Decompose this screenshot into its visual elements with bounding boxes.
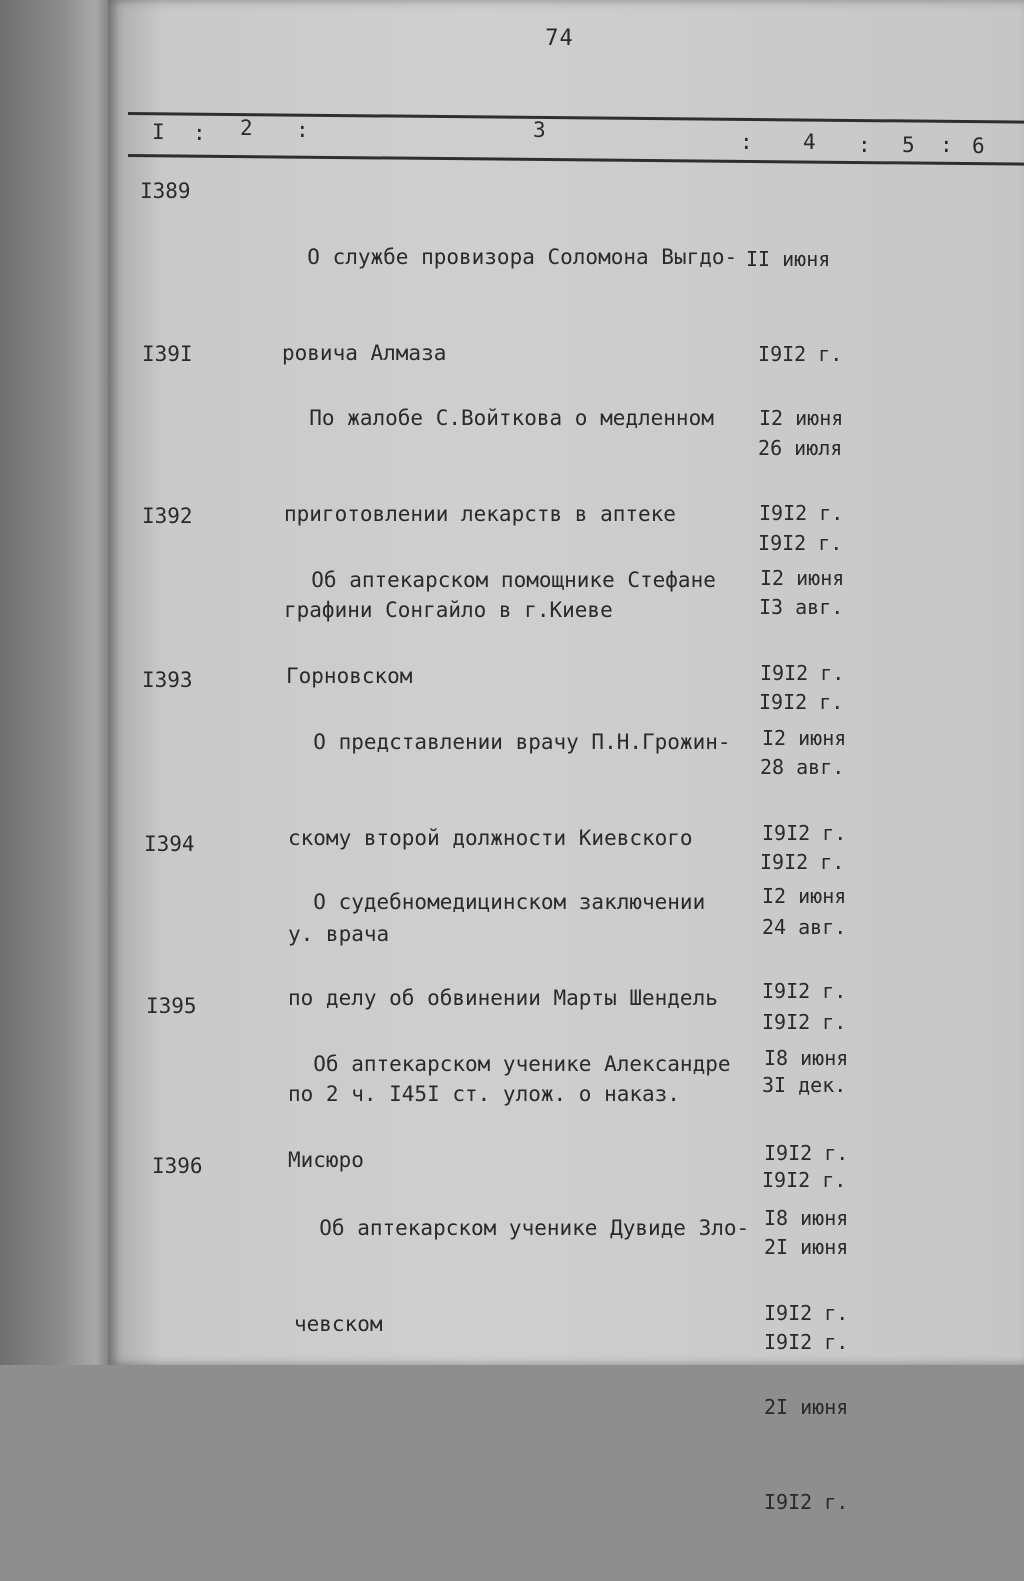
record-date-start: I2 июня — [759, 406, 844, 430]
record-date-end-year: I9I2 г. — [764, 1489, 849, 1514]
column-header-3: 3 — [533, 118, 546, 142]
record-title-line: О судебномедицинском заключении — [288, 890, 706, 914]
record-date-start-year: I9I2 г. — [762, 820, 847, 845]
record-date-start: I2 июня — [762, 884, 847, 908]
record-date-end-year: I9I2 г. — [764, 1329, 849, 1354]
record-date-start-year: I9I2 г. — [762, 978, 847, 1003]
column-separator: : — [940, 133, 953, 157]
record-number: I393 — [142, 668, 193, 692]
record-date-end: 24 авг. — [762, 915, 847, 939]
record-date-end: I3 авг. — [759, 595, 844, 619]
record-title-line: по делу об обвинении Марты Шендель — [288, 986, 718, 1010]
record-title-line: приготовлении лекарств в аптеке — [284, 502, 676, 526]
record-date-start-year: I9I2 г. — [746, 341, 843, 366]
record-date-start: I8 июня — [764, 1046, 849, 1070]
column-separator: : — [858, 133, 871, 157]
record-number: I395 — [146, 994, 197, 1018]
column-header-1: I — [152, 120, 165, 144]
column-separator: : — [193, 121, 206, 145]
record-date-start: II июня — [746, 247, 831, 271]
record-title-line: О службе провизора Соломона Выгдо- — [282, 245, 738, 269]
record-date-end: 28 авг. — [760, 755, 845, 779]
column-separator: : — [296, 118, 309, 142]
record-number: I392 — [142, 504, 193, 528]
record-title-line: По жалобе С.Войткова о медленном — [284, 406, 714, 430]
record-title-line: по 2 ч. I45I ст. улож. о наказ. — [288, 1082, 680, 1106]
record-date-end: 2I июня — [764, 1395, 849, 1419]
column-header-5: 5 — [902, 133, 915, 157]
record-date-end-year: I9I2 г. — [762, 1167, 847, 1192]
record-title-line: чевском — [294, 1312, 383, 1336]
column-header-6: 6 — [972, 134, 985, 158]
record-dates — [764, 1140, 848, 1581]
record-title — [294, 1148, 752, 1404]
record-title-line: ровича Алмаза — [282, 341, 447, 365]
record-date-start: I2 июня — [760, 566, 845, 590]
record-date-end-year: I9I2 г. — [762, 1009, 847, 1034]
page-number: 74 — [545, 26, 574, 51]
record-title-line: Горновском — [286, 664, 413, 688]
record-title-line: О представлении врачу П.Н.Грожин- — [288, 730, 731, 754]
record-title-line: Об аптекарском помощнике Стефане — [286, 568, 716, 592]
record-title-line: скому второй должности Киевского — [288, 826, 693, 850]
record-date-start-year: I9I2 г. — [759, 500, 844, 525]
record-date-start-year: I9I2 г. — [764, 1140, 849, 1165]
record-title-line: графини Сонгайло в г.Киеве — [284, 598, 613, 622]
record-number: I394 — [144, 832, 195, 856]
record-date-end: 26 июля — [746, 436, 843, 460]
record-number: I396 — [152, 1154, 203, 1178]
record-date-start: I8 июня — [764, 1206, 849, 1230]
record-title-line: Об аптекарском ученике Дувиде Зло- — [294, 1216, 750, 1240]
record-title-line: Об аптекарском ученике Александре — [288, 1052, 731, 1076]
record-date-end: 3I дек. — [762, 1073, 847, 1097]
record-number: I389 — [140, 179, 191, 203]
record-date-end: 2I июня — [764, 1235, 849, 1259]
column-separator: : — [740, 130, 753, 154]
column-header-4: 4 — [803, 130, 816, 154]
record-date-start-year: I9I2 г. — [760, 660, 845, 685]
record-date-end-year: I9I2 г. — [759, 689, 844, 714]
record-date-end-year: I9I2 г. — [746, 530, 843, 555]
record-title-line: Мисюро — [288, 1148, 364, 1172]
record-number: I39I — [142, 342, 193, 366]
record-date-end-year: I9I2 г. — [760, 849, 845, 874]
record-date-start-year: I9I2 г. — [764, 1300, 849, 1325]
record-date-start: I2 июня — [762, 726, 847, 750]
record-title-line: у. врача — [288, 922, 390, 946]
column-header-2: 2 — [240, 116, 253, 140]
